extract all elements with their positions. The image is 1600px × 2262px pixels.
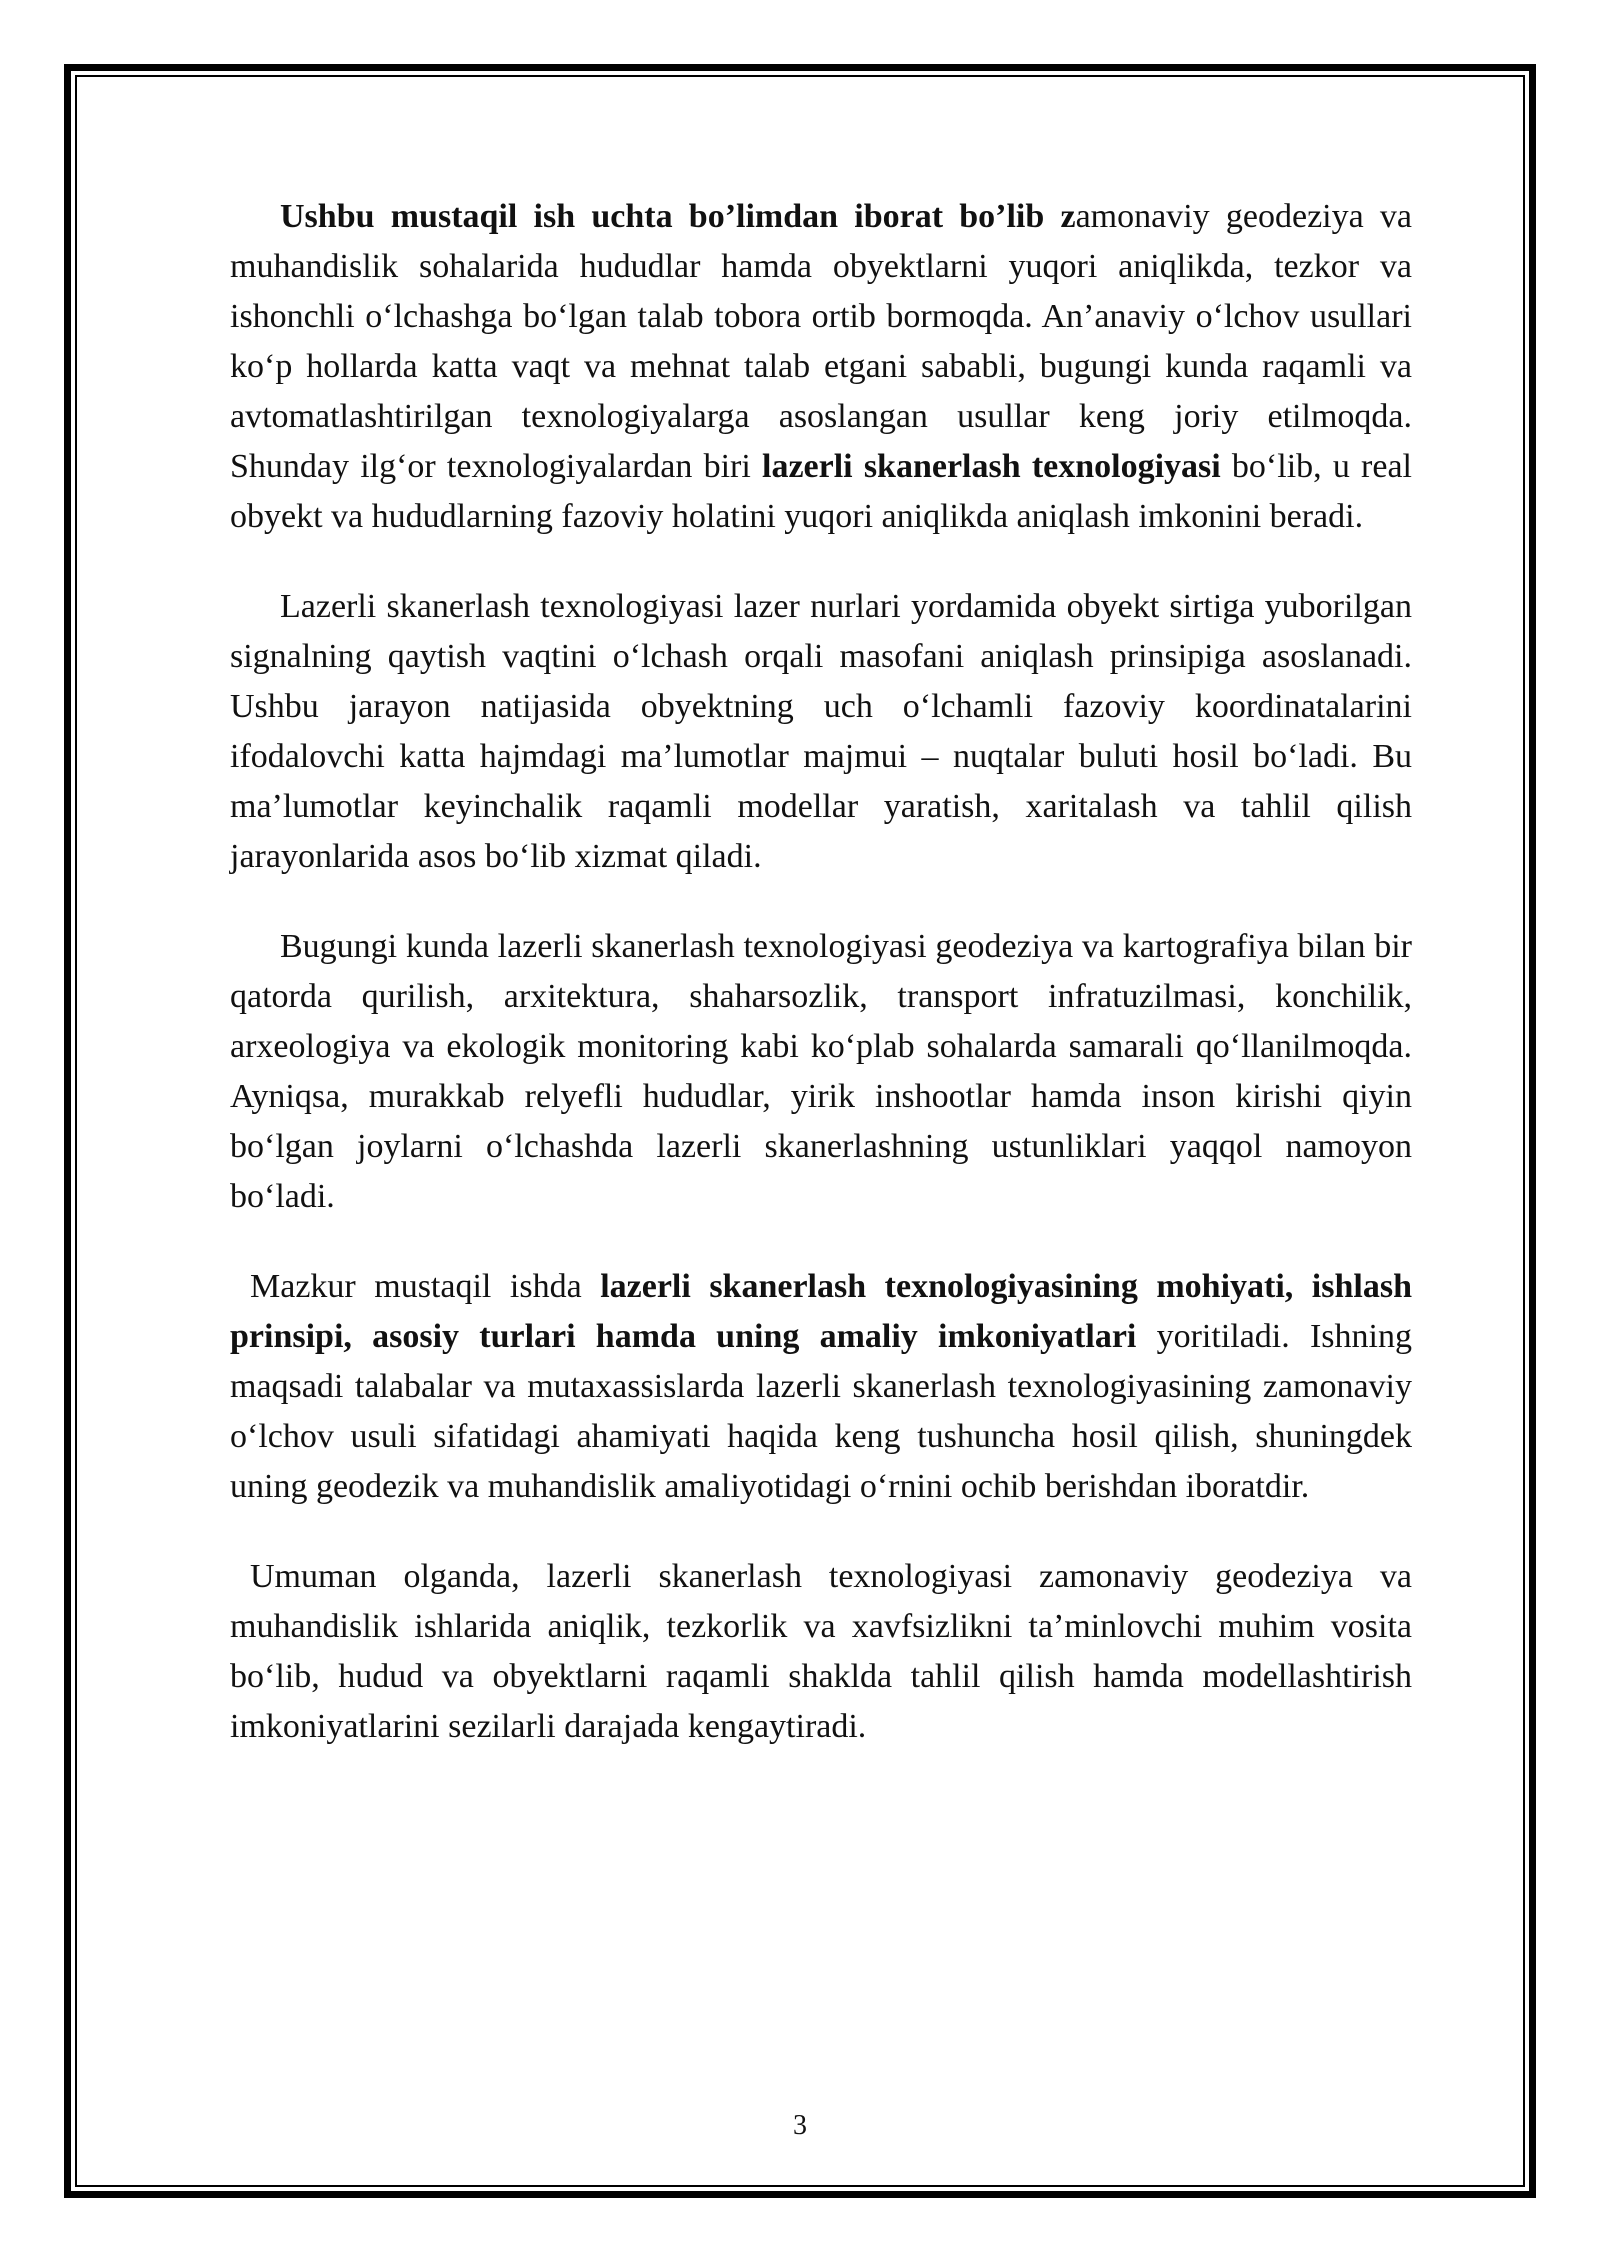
p1-bold-term: lazerli skanerlash texnologiyasi bbox=[762, 448, 1221, 485]
p1-text: amonaviy geodeziya va muhandislik sohalarida hududlar hamda obyektlarni yuqori aniqlikda, tezkor va ishonchli oʻlchashga boʻlgan talab tobora ortib bormoqda. An’anaviy oʻlchov usullari koʻp hollarda katta vaqt va mehnat talab etgani sababli, bugungi kunda raqamli va avtomatlashtirilgan texnologiyalarga asoslangan usullar keng joriy etilmoqda. Shunday ilgʻor texnologiyalardan biri bbox=[230, 198, 1412, 485]
p1-text-end: boʻlib, u real obyekt va hududlarning fazoviy holatini yuqori aniqlikda aniqlash imkonini beradi. bbox=[230, 448, 1412, 535]
document-body bbox=[230, 192, 1412, 1792]
p2-text: Lazerli skanerlash texnologiyasi lazer nurlari yordamida obyekt sirtiga yuborilgan signalning qaytish vaqtini oʻlchash orqali masofani aniqlash prinsipiga asoslanadi. Ushbu jarayon natijasida obyektning uch oʻlchamli fazoviy koordinatalarini ifodalovchi katta hajmdagi ma’lumotlar majmui – nuqtalar buluti hosil boʻladi. Bu ma’lumotlar keyinchalik raqamli modellar yaratish, xaritalash va tahlil qilish jarayonlarida asos boʻlib xizmat qiladi. bbox=[230, 588, 1412, 875]
p4-bold-topics: lazerli skanerlash texnologiyasining mohiyati, ishlash prinsipi, asosiy turlari hamda uning amaliy imkoniyatlari bbox=[230, 1268, 1412, 1355]
paragraph-5 bbox=[230, 1552, 1412, 1752]
paragraph-3 bbox=[230, 922, 1412, 1222]
page-number: 3 bbox=[793, 2110, 807, 2141]
p4-text-end: yoritiladi. Ishning maqsadi talabalar va mutaxassislarda lazerli skanerlash texnologiyasining zamonaviy oʻlchov usuli sifatidagi ahamiyati haqida keng tushuncha hosil qilish, shuningdek uning geodezik va muhandislik amaliyotidagi oʻrnini ochib berishdan iboratdir. bbox=[230, 1318, 1412, 1505]
paragraph-4 bbox=[230, 1262, 1412, 1512]
p5-text: Umuman olganda, lazerli skanerlash texnologiyasi zamonaviy geodeziya va muhandislik ishlarida aniqlik, tezkorlik va xavfsizlikni ta’minlovchi muhim vosita boʻlib, hudud va obyektlarni raqamli shakldа tahlil qilish hamda modellashtirish imkoniyatlarini sezilarli darajada kengaytiradi. bbox=[230, 1558, 1412, 1745]
p3-text: Bugungi kunda lazerli skanerlash texnologiyasi geodeziya va kartografiya bilan bir qatorda qurilish, arxitektura, shaharsozlik, transport infratuzilmasi, konchilik, arxeologiya va ekologik monitoring kabi koʻplab sohalarda samarali qoʻllanilmoqda. Ayniqsa, murakkab relyefli hududlar, yirik inshootlar hamda inson kirishi qiyin boʻlgan joylarni oʻlchashda lazerli skanerlashning ustunliklari yaqqol namoyon boʻladi. bbox=[230, 928, 1412, 1215]
p1-bold-intro: Ushbu mustaqil ish uchta bo’limdan iborat bo’lib z bbox=[280, 198, 1076, 235]
paragraph-1 bbox=[230, 192, 1412, 542]
paragraph-2 bbox=[230, 582, 1412, 882]
p4-text-start: Mazkur mustaqil ishda bbox=[250, 1268, 601, 1305]
